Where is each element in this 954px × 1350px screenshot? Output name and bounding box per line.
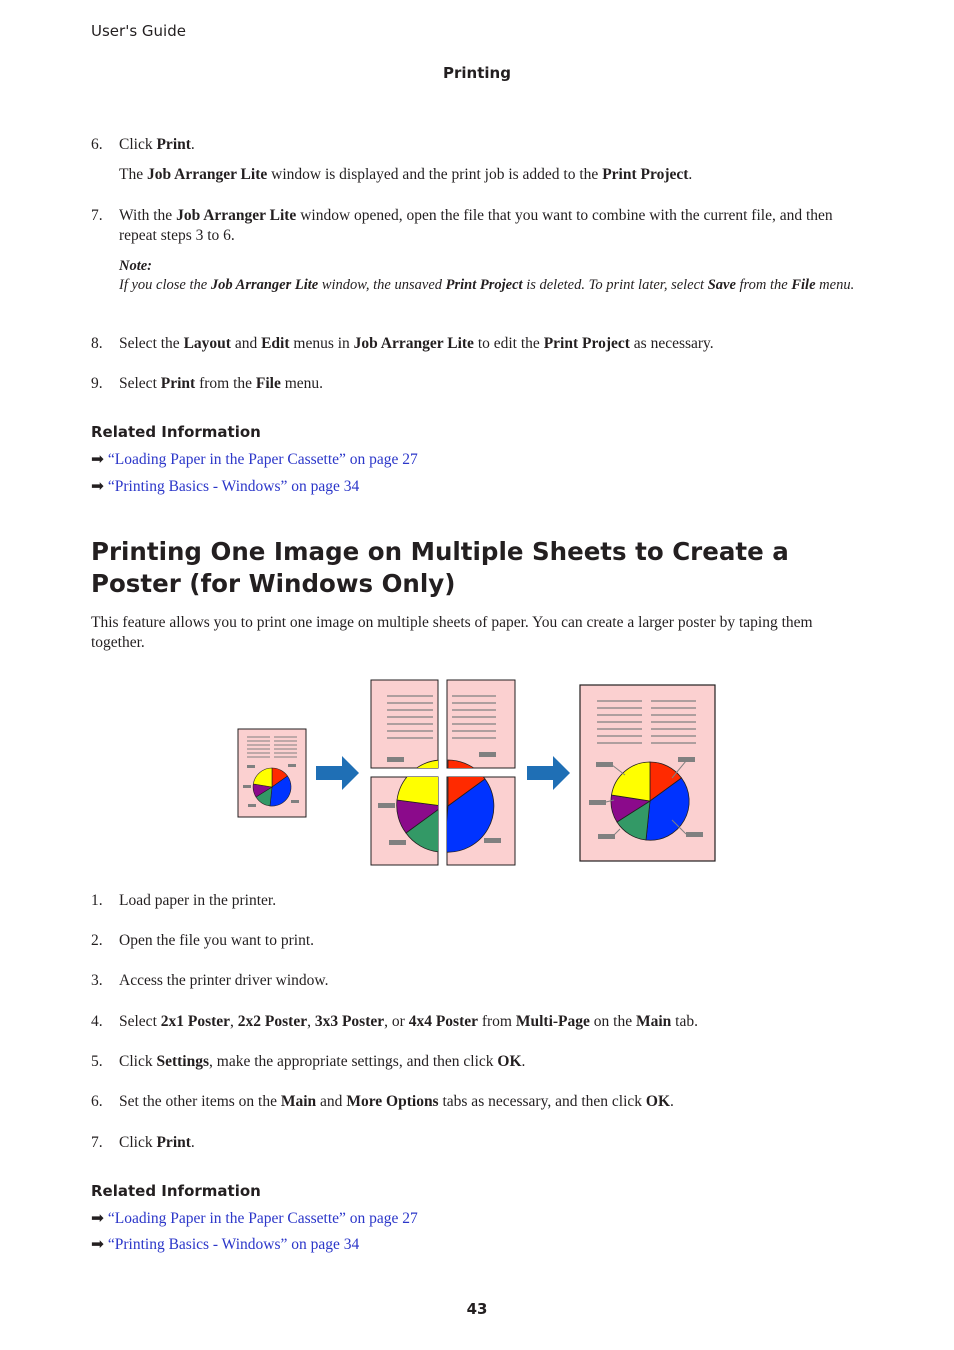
poster-illustration [230,672,730,872]
step-number: 1. [91,892,103,909]
related-link-item [91,1235,359,1255]
step-3 [91,971,866,991]
section-title: Printing One Image on Multiple Sheets to Create a Poster (for Windows Only) [91,537,789,598]
step-number: 7. [91,1134,103,1151]
step-text: Click Settings, make the appropriate settings, and then click OK. [119,1053,526,1070]
source-page [238,729,306,817]
related-link-item [91,1209,418,1229]
running-header: User's Guide [91,22,186,40]
link-printing-basics[interactable]: “Printing Basics - Windows” on page 34 [107,1236,360,1253]
step-1 [91,891,866,911]
intro-paragraph: This feature allows you to print one image on multiple sheets of paper. You can create a larger poster by taping them together. [91,614,813,651]
note-label: Note: [119,258,153,274]
page-number: 43 [466,1300,488,1318]
step-text: Click Print. [119,136,195,153]
arrow-right-icon [316,756,359,790]
step-number: 5. [91,1053,103,1070]
arrow-right-icon: ➡ [91,451,104,468]
assembled-poster [580,685,715,861]
step-number: 7. [91,207,103,224]
step-number: 6. [91,1093,103,1110]
step-text: Access the printer driver window. [119,972,329,989]
note-text: If you close the Job Arranger Lite window, the unsaved Print Project is deleted. To print later, select Save from the File menu. [119,277,855,293]
step-6-detail: The Job Arranger Lite window is displayed and the print job is added to the Print Project. [119,166,693,183]
link-loading-paper[interactable]: “Loading Paper in the Paper Cassette” on page 27 [107,1210,418,1227]
step-7b [91,1133,866,1153]
step-number: 3. [91,972,103,989]
step-8 [91,334,866,354]
step-text: Select 2x1 Poster, 2x2 Poster, 3x3 Poster, or 4x4 Poster from Multi-Page on the Main tab. [119,1013,698,1030]
arrow-right-icon: ➡ [91,1236,104,1253]
related-information-heading: Related Information [91,423,261,441]
step-9 [91,374,866,394]
step-text: Set the other items on the Main and More Options tabs as necessary, and then click OK. [119,1093,674,1110]
step-4 [91,1012,866,1032]
step-2 [91,931,866,951]
step-6b [91,1092,866,1112]
link-printing-basics[interactable]: “Printing Basics - Windows” on page 34 [107,478,360,495]
arrow-right-icon: ➡ [91,478,104,495]
step-text: Select Print from the File menu. [119,375,324,392]
arrow-right-icon [527,756,570,790]
related-information-heading: Related Information [91,1182,261,1200]
step-text: Click Print. [119,1134,195,1151]
arrow-right-icon: ➡ [91,1210,104,1227]
step-number: 9. [91,375,103,392]
step-number: 6. [91,136,103,153]
section-header: Printing [443,64,511,82]
step-text: With the Job Arranger Lite window opened, open the file that you want to combine with the current file, and then repeat steps 3 to 6. [119,207,833,244]
related-link-item [91,450,418,470]
pie-chart-icon [253,768,291,806]
step-7 [91,206,866,246]
step-number: 2. [91,932,103,949]
step-number: 4. [91,1013,103,1030]
step-5 [91,1052,866,1072]
split-pages [371,680,515,865]
step-text: Load paper in the printer. [119,892,277,909]
link-loading-paper[interactable]: “Loading Paper in the Paper Cassette” on page 27 [107,451,418,468]
step-number: 8. [91,335,103,352]
related-link-item [91,477,359,497]
step-6 [91,135,866,155]
step-text: Open the file you want to print. [119,932,314,949]
step-text: Select the Layout and Edit menus in Job Arranger Lite to edit the Print Project as necessary. [119,335,714,352]
